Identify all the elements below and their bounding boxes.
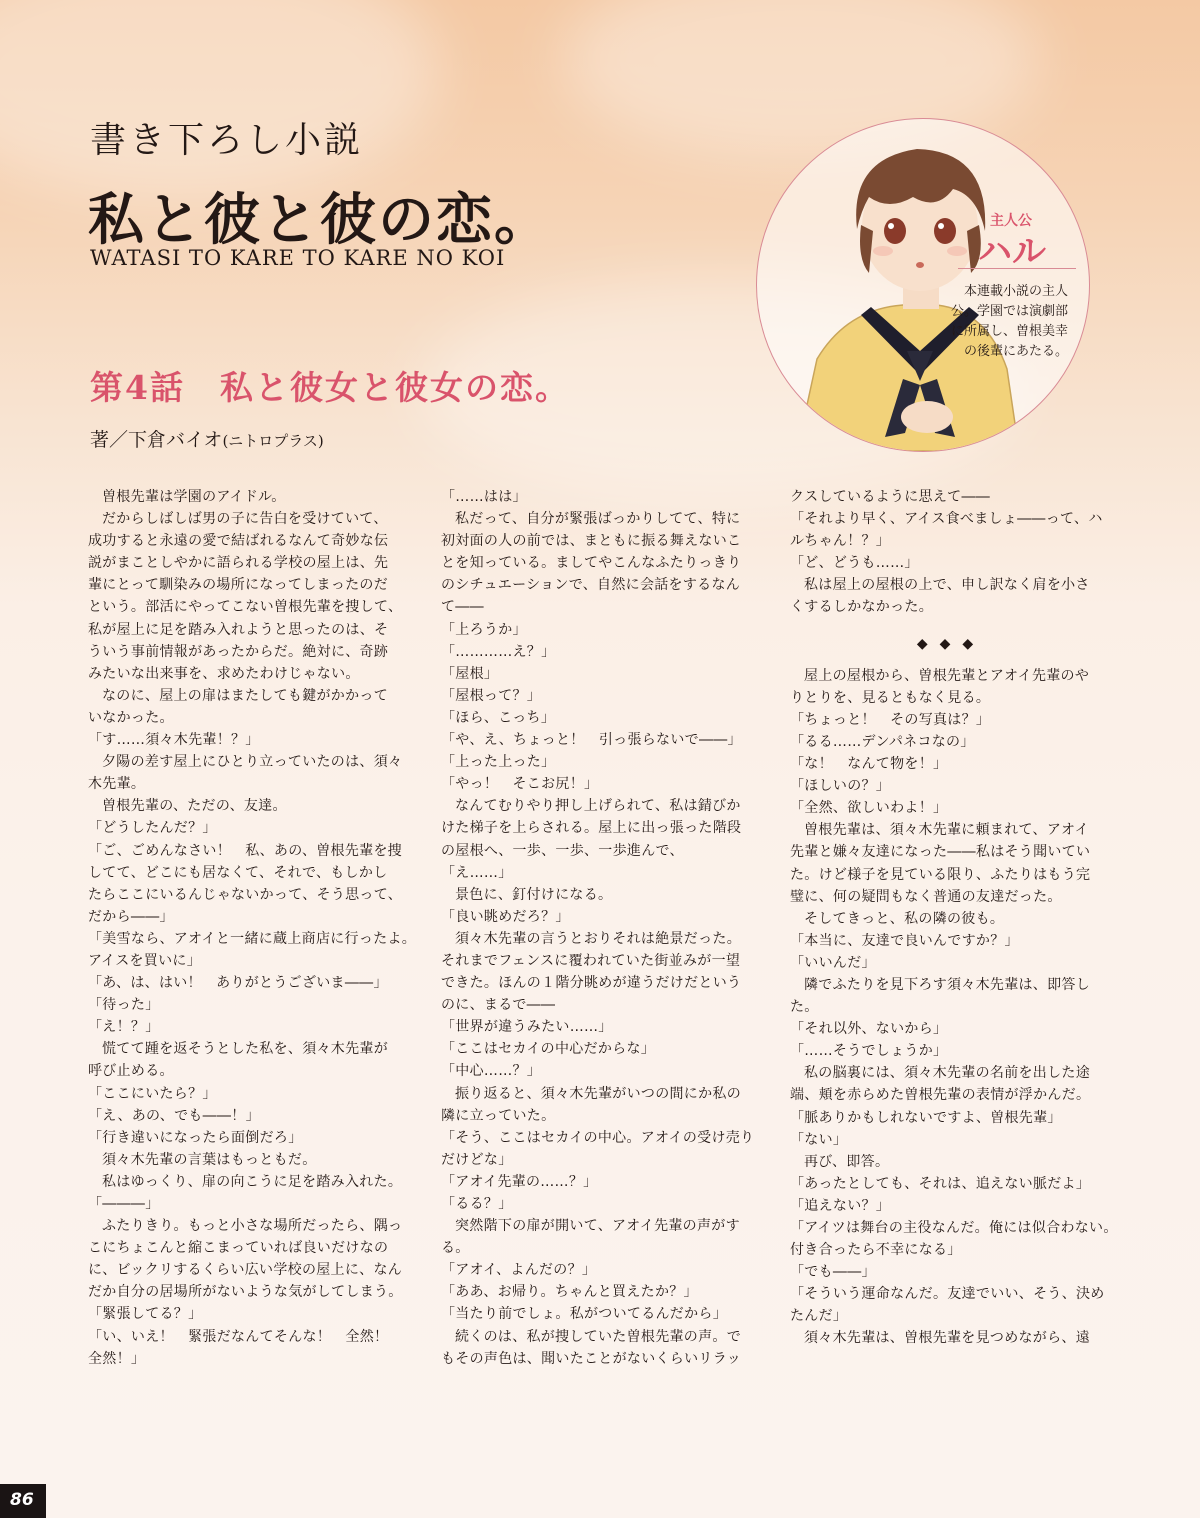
text-line: 「や、え、ちょっと！ 引っ張らないで――」 [441, 732, 742, 749]
text-line: 「ご、ごめんなさい！ 私、あの、曽根先輩を捜 [88, 842, 403, 859]
text-line: こにちょこんと縮こまっていれば良いだけなの [88, 1240, 389, 1257]
text-line: 曽根先輩は学園のアイドル。 [102, 489, 286, 505]
text-line: 「それより早く、アイス食べましょ――って、ハ [790, 511, 1103, 528]
text-line: 須々木先輩は、曽根先輩を見つめながら、遠 [804, 1330, 1090, 1347]
series-kicker: 書き下ろし小説 [90, 120, 364, 161]
text-line: いなかった。 [88, 709, 174, 726]
text-line: 「そういう運命なんだ。友達でいい、そう、決め [790, 1286, 1105, 1303]
text-line: 「でも――」 [790, 1264, 876, 1281]
text-line: 「脈ありかもしれないですよ、曽根先輩」 [790, 1109, 1062, 1126]
text-line: 隣でふたりを見下ろす須々木先輩は、即答し [804, 976, 1090, 993]
text-line: だから――」 [88, 908, 174, 925]
text-line: 「当たり前でしょ。私がついてるんだから」 [441, 1306, 727, 1323]
text-line: 「アオイ先輩の……？」 [441, 1173, 598, 1190]
text-line: 付き合ったら不幸になる」 [790, 1242, 962, 1259]
text-line: 「ど、どうも……」 [790, 555, 919, 572]
text-line: くするしかなかった。 [790, 599, 933, 616]
text-line: なのに、屋上の扉はまたしても鍵がかかって [102, 687, 388, 704]
text-line: 振り返ると、須々木先輩がいつの間にか私の [455, 1085, 741, 1102]
text-line: 「な！ なんて物を！」 [790, 756, 948, 773]
text-line: のに、まるで―― [441, 997, 556, 1014]
text-line: 夕陽の差す屋上にひとり立っていたのは、須々 [102, 754, 403, 771]
text-column-2 [441, 486, 761, 1370]
text-line: 「世界が違うみたい……」 [441, 1019, 613, 1036]
author-name: 著／下倉バイオ [90, 429, 223, 451]
text-line: 「いいんだ」 [790, 954, 876, 971]
page-number: 86 [0, 1484, 46, 1518]
text-column-1 [88, 486, 417, 1370]
text-line: 「待った」 [88, 997, 160, 1014]
text-line: 「全然、欲しいわよ！」 [790, 800, 948, 817]
text-line: 須々木先輩の言葉はもっともだ。 [102, 1151, 317, 1168]
text-line: 「屋根」 [441, 665, 499, 682]
text-line: ういう事前情報があったからだ。絶対に、奇跡 [88, 643, 389, 660]
text-line: 私だって、自分が緊張ばっかりしてて、特に [455, 511, 741, 528]
text-line: 璧に、何の疑問もなく普通の友達だった。 [790, 888, 1062, 905]
text-line: 「屋根って？」 [441, 687, 542, 704]
text-line: 「アオイ、よんだの？」 [441, 1262, 597, 1279]
text-line: 「い、いえ！ 緊張だなんてそんな！ 全然！ [88, 1328, 389, 1345]
romaji-title: WATASI TO KARE TO KARE NO KOI [90, 246, 506, 270]
text-line: 私が屋上に足を踏み入れようと思ったのは、そ [88, 621, 389, 638]
author-affiliation: (ニトロプラス) [222, 432, 324, 450]
text-line: て―― [441, 599, 484, 616]
text-line: 曽根先輩は、須々木先輩に頼まれて、アオイ [804, 822, 1089, 839]
text-line: 初対面の人の前では、まともに振る舞えないこ [441, 533, 742, 550]
text-line: 輩にとって馴染みの場所になってしまったのだ [88, 577, 389, 594]
character-description-line: 公。学園では演劇部 [950, 304, 1068, 319]
text-line: 「るる……デンパネコなの」 [790, 733, 975, 750]
text-line: 「どうしたんだ？」 [88, 820, 217, 837]
text-line: とを知っている。ましてやこんなふたりっきり [441, 555, 742, 572]
text-line: 「るる？」 [441, 1196, 513, 1212]
text-line: 全然！」 [88, 1350, 146, 1367]
text-line: それまでフェンスに覆われていた街並みが一望 [441, 952, 741, 969]
text-line: 成功すると永遠の愛で結ばれるなんて奇妙な伝 [88, 533, 389, 550]
text-line: 隣に立っていた。 [441, 1107, 556, 1124]
text-line: 「ここにいたら？」 [88, 1085, 217, 1102]
text-line: 「ない」 [790, 1131, 848, 1148]
text-line: 「…………え？」 [441, 643, 556, 660]
text-line: 説がまことしやかに語られる学校の屋上は、先 [88, 555, 389, 572]
text-line: そしてきっと、私の隣の彼も。 [804, 910, 1005, 927]
text-line: 「え！？」 [88, 1019, 160, 1036]
text-line: もその声色は、聞いたことがないくらいリラッ [441, 1350, 742, 1367]
character-description-line: 本連載小説の主人 [963, 284, 1068, 299]
text-line: 屋上の屋根から、曽根先輩とアオイ先輩のや [804, 667, 1090, 684]
text-line: 「ちょっと！ その写真は？」 [790, 711, 991, 728]
chapter-title: 第4話 私と彼女と彼女の恋。 [90, 368, 570, 407]
text-line: ふたりきり。もっと小さな場所だったら、隅っ [102, 1218, 403, 1235]
text-line: 「……そうでしょうか」 [790, 1043, 948, 1060]
text-line: 須々木先輩の言うとおりそれは絶景だった。 [455, 930, 741, 947]
character-divider [958, 268, 1076, 269]
author-credit [90, 425, 324, 452]
text-line: 木先輩。 [88, 776, 146, 793]
character-description [948, 282, 1068, 362]
text-line: たんだ」 [790, 1308, 848, 1325]
text-line: 「それ以外、ないから」 [790, 1021, 948, 1038]
text-line: クスしているように思えて―― [790, 489, 991, 505]
text-column-3-bottom [790, 665, 1118, 1350]
text-line: りとりを、見るともなく見る。 [790, 689, 991, 706]
text-line: 慌てて踵を返そうとした私を、須々木先輩が [102, 1041, 388, 1058]
text-line: 「上ろうか」 [441, 621, 527, 638]
text-line: けた梯子を上らされる。屋上に出っ張った階段 [441, 820, 742, 837]
text-line: 端、頬を赤らめた曽根先輩の表情が浮かんだ。 [790, 1087, 1091, 1104]
text-line: 「ここはセカイの中心だからな」 [441, 1041, 656, 1058]
text-line: アイスを買いに」 [88, 952, 201, 969]
text-line: だけどな」 [441, 1151, 513, 1168]
text-line: 「そう、ここはセカイの中心。アオイの受け売り [441, 1129, 755, 1146]
text-line: る。 [441, 1240, 470, 1257]
text-line: 突然階下の扉が開いて、アオイ先輩の声がす [455, 1218, 740, 1235]
character-name: ハル [978, 232, 1046, 272]
text-line: 曽根先輩の、ただの、友達。 [102, 798, 287, 815]
text-line: 「行き違いになったら面倒だろ」 [88, 1129, 303, 1146]
text-line: のシチュエーションで、自然に会話をするなん [441, 577, 741, 594]
text-line: みたいな出来事を、求めたわけじゃない。 [88, 665, 360, 682]
text-line: 「緊張してる？」 [88, 1306, 203, 1323]
text-line: 「追えない？」 [790, 1197, 891, 1214]
text-line: 「ほしいの？」 [790, 778, 891, 795]
text-line: 「やっ！ そこお尻！」 [441, 776, 599, 793]
text-column-3 [790, 486, 1118, 1350]
text-line: 「本当に、友達で良いんですか？」 [790, 932, 1019, 949]
text-line: 景色に、釘付けになる。 [455, 886, 613, 903]
text-line: 私はゆっくり、扉の向こうに足を踏み入れた。 [102, 1173, 403, 1190]
text-line: 「中心……？」 [441, 1063, 542, 1080]
text-line: の屋根へ、一歩、一歩、一歩進んで、 [441, 842, 684, 859]
text-line: ルちゃん！？」 [790, 533, 891, 550]
text-line: 「―――」 [88, 1196, 160, 1212]
character-role: 主人公 [990, 213, 1032, 229]
text-line: 「ほら、こっち」 [441, 709, 556, 726]
text-line: 「良い眺めだろ？」 [441, 908, 570, 925]
section-separator: ◆◆◆ [916, 635, 986, 652]
text-line: 私は屋上の屋根の上で、申し訳なく肩を小さ [804, 577, 1090, 594]
text-line: 先輩と嫌々友達になった――私はそう聞いてい [790, 844, 1091, 861]
text-line: 私の脳裏には、須々木先輩の名前を出した途 [804, 1065, 1090, 1082]
text-line: 「す……須々木先輩！？」 [88, 732, 260, 749]
text-line: できた。ほんの１階分眺めが違うだけだという [441, 975, 742, 992]
text-line: 「……はは」 [441, 489, 527, 505]
text-line: 「アイツは舞台の主役なんだ。俺には似合わない。 [790, 1220, 1118, 1236]
text-line: という。部活にやってこない曽根先輩を捜して、 [88, 599, 403, 616]
page-title: 私と彼と彼の恋。 [88, 187, 552, 253]
text-line: 「え……」 [441, 864, 513, 881]
text-line: だか自分の居場所がないような気がしてしまう。 [88, 1284, 403, 1301]
text-line: 続くのは、私が捜していた曽根先輩の声。で [455, 1328, 741, 1345]
text-line: に、ビックリするくらい広い学校の屋上に、なん [88, 1262, 403, 1279]
text-line: 「あったとしても、それは、追えない脈だよ」 [790, 1175, 1091, 1192]
character-description-line: に所属し、曽根美幸 [950, 324, 1068, 339]
text-line: 「え、あの、でも――！」 [88, 1107, 260, 1124]
text-line: 「ああ、お帰り。ちゃんと買えたか？」 [441, 1284, 698, 1301]
text-line: た。 [790, 999, 819, 1016]
text-line: たらここにいるんじゃないかって、そう思って、 [88, 886, 403, 903]
text-line: 「美雪なら、アオイと一緒に蔵上商店に行ったよ。 [88, 930, 417, 947]
text-line: 呼び止める。 [88, 1063, 174, 1080]
text-line: だからしばしば男の子に告白を受けていて、 [102, 511, 388, 528]
character-description-line: の後輩にあたる。 [963, 344, 1068, 359]
text-line: してて、どこにも居なくて、それで、もしかし [88, 864, 388, 881]
text-line: なんてむりやり押し上げられて、私は錆びか [455, 798, 741, 815]
text-column-3-top [790, 486, 1112, 619]
text-line: 「上った上った」 [441, 754, 556, 771]
text-line: 「あ、は、はい！ ありがとうございま――」 [88, 975, 388, 992]
text-line: た。けど様子を見ている限り、ふたりはもう完 [790, 866, 1091, 883]
text-line: 再び、即答。 [804, 1153, 890, 1170]
